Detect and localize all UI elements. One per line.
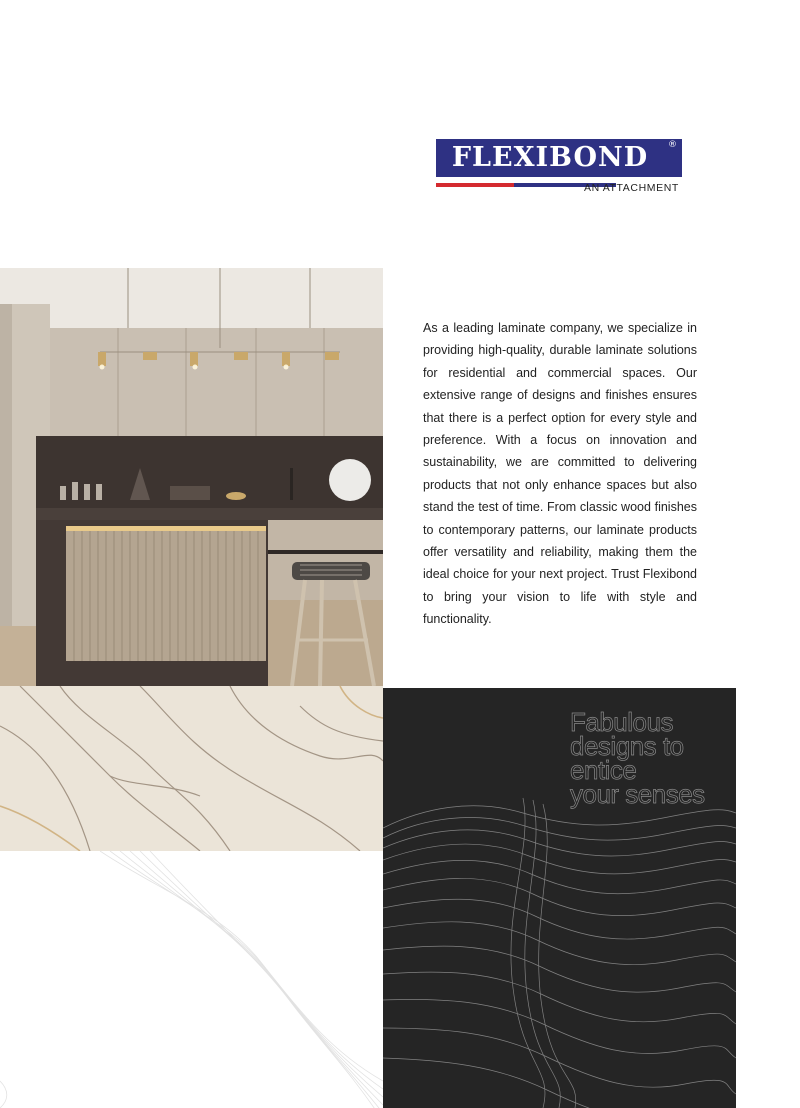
feature-tagline: Fabulous designs to entice your senses: [570, 707, 705, 809]
wave-lines-light: [0, 851, 383, 1108]
registered-mark: ®: [668, 140, 677, 150]
logo-red-rule: [436, 183, 514, 187]
kitchen-illustration: [0, 268, 383, 686]
company-description: As a leading laminate company, we specialize in providing high-quality, durable laminate solutions for residential and commercial spaces. Our extensive range of designs and finishes ensures that there is a perfect option for every style and preference. With a focus on innovation and sustainability, we are committed to delivering products that not only enhance spaces but also stand the test of time. From classic wood finishes to contemporary patterns, our laminate products offer versatility and reliability, making them the ideal choice for your next project. Trust Flexibond to bring your vision to life with style and functionality.: [423, 321, 697, 627]
flexibond-logo: [436, 139, 684, 195]
marble-veins: [0, 686, 383, 851]
logo-wordmark: FLEXIBOND: [451, 142, 649, 173]
dark-feature-panel: [383, 688, 736, 1108]
line-pattern-light: [0, 851, 383, 1108]
logo-tagline: AN ATTACHMENT: [584, 182, 679, 194]
marble-laminate-swatch: [0, 686, 383, 851]
kitchen-interior-photo: [0, 268, 383, 686]
